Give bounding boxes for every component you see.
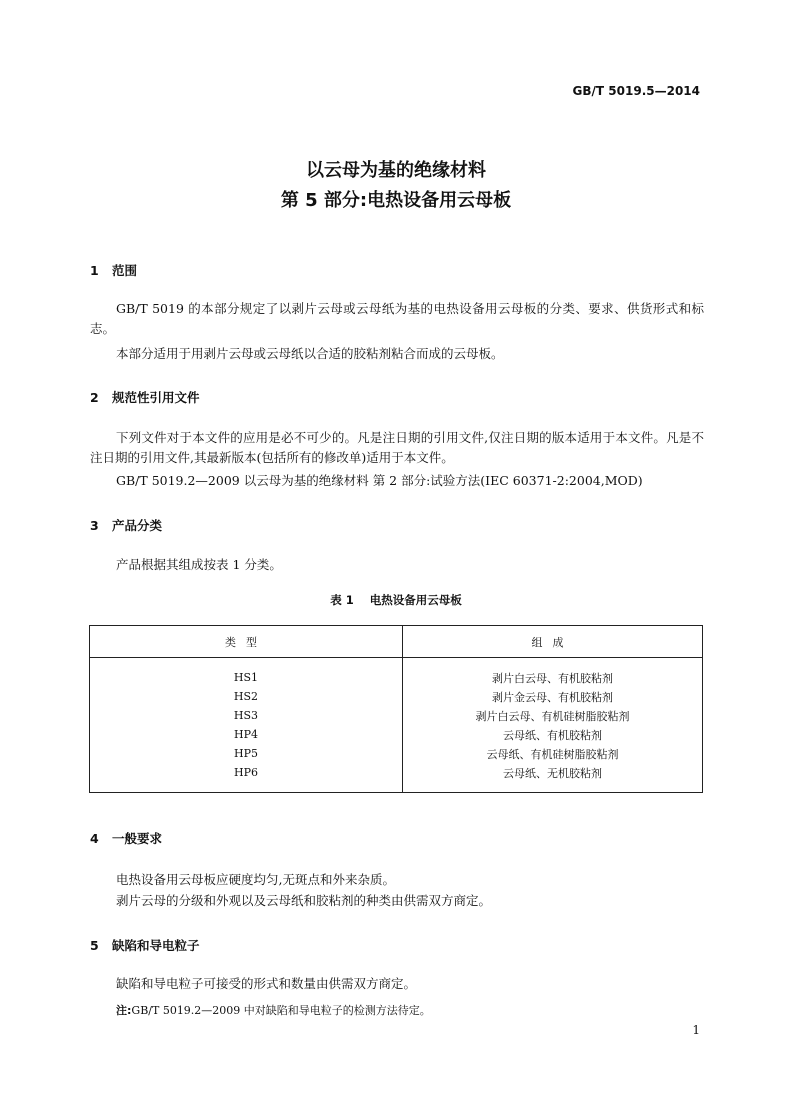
section-2-heading [90, 388, 200, 406]
table-row [90, 687, 703, 706]
note-text: GB/T 5019.2—2009 中对缺陷和导电粒子的检测方法待定。 [131, 1004, 431, 1017]
section-number: 3 [90, 518, 99, 533]
header-composition: 组成 [403, 626, 703, 658]
cell-type: HP5 [90, 744, 403, 763]
cell-type: HP4 [90, 725, 403, 744]
section-4-heading [90, 829, 162, 847]
section-1-heading [90, 261, 137, 279]
section-4-para-2: 剥片云母的分级和外观以及云母纸和胶粘剂的种类由供需双方商定。 [116, 893, 492, 908]
doc-title-line1: 以云母为基的绝缘材料 [306, 160, 486, 181]
cell-type: HS1 [90, 658, 403, 688]
cell-type: HS3 [90, 706, 403, 725]
cell-composition: 剥片白云母、有机硅树脂胶粘剂 [403, 706, 703, 725]
table-header-row [90, 626, 703, 658]
doc-title-line2: 第 5 部分:电热设备用云母板 [280, 190, 512, 211]
section-4-para-1: 电热设备用云母板应硬度均匀,无斑点和外来杂质。 [116, 872, 395, 887]
page-number: 1 [692, 1023, 700, 1037]
section-3-para-1: 产品根据其组成按表 1 分类。 [116, 557, 282, 572]
cell-type: HP6 [90, 763, 403, 793]
section-5-heading [90, 936, 200, 954]
header-type: 类型 [90, 626, 403, 658]
section-3-heading [90, 516, 162, 534]
standard-code: GB/T 5019.5—2014 [572, 84, 700, 98]
section-title: 缺陷和导电粒子 [112, 938, 200, 953]
note [116, 1002, 431, 1018]
cell-composition: 剥片白云母、有机胶粘剂 [403, 658, 703, 688]
section-5-para-1: 缺陷和导电粒子可接受的形式和数量由供需双方商定。 [116, 976, 417, 991]
note-label: 注: [116, 1004, 132, 1017]
mica-board-table [89, 625, 703, 793]
table-row [90, 725, 703, 744]
section-number: 5 [90, 938, 99, 953]
cell-composition: 云母纸、无机胶粘剂 [403, 763, 703, 793]
cell-composition: 云母纸、有机硅树脂胶粘剂 [403, 744, 703, 763]
table-row [90, 706, 703, 725]
section-number: 4 [90, 831, 99, 846]
table-caption [0, 592, 792, 608]
table-caption-label: 表 1 [330, 593, 354, 607]
section-1-para-2: 本部分适用于用剥片云母或云母纸以合适的胶粘剂粘合而成的云母板。 [116, 346, 504, 361]
cell-composition: 云母纸、有机胶粘剂 [403, 725, 703, 744]
section-1-para-1: GB/T 5019 的本部分规定了以剥片云母或云母纸为基的电热设备用云母板的分类、要求、供货形式和标志。 [90, 301, 704, 336]
table-row [90, 763, 703, 793]
table-caption-title: 电热设备用云母板 [369, 593, 462, 607]
section-title: 规范性引用文件 [112, 390, 200, 405]
section-title: 范围 [112, 263, 138, 278]
section-title: 一般要求 [112, 831, 163, 846]
cell-composition: 剥片金云母、有机胶粘剂 [403, 687, 703, 706]
section-2-para-1: 下列文件对于本文件的应用是必不可少的。凡是注日期的引用文件,仅注日期的版本适用于本文件。凡是不注日期的引用文件,其最新版本(包括所有的修改单)适用于本文件。 [90, 430, 704, 465]
section-2-para-2: GB/T 5019.2—2009 以云母为基的绝缘材料 第 2 部分:试验方法(IEC 60371-2:2004,MOD) [116, 473, 643, 488]
table-row [90, 744, 703, 763]
table-row [90, 658, 703, 688]
section-title: 产品分类 [112, 518, 163, 533]
cell-type: HS2 [90, 687, 403, 706]
section-number: 1 [90, 263, 99, 278]
section-number: 2 [90, 390, 99, 405]
